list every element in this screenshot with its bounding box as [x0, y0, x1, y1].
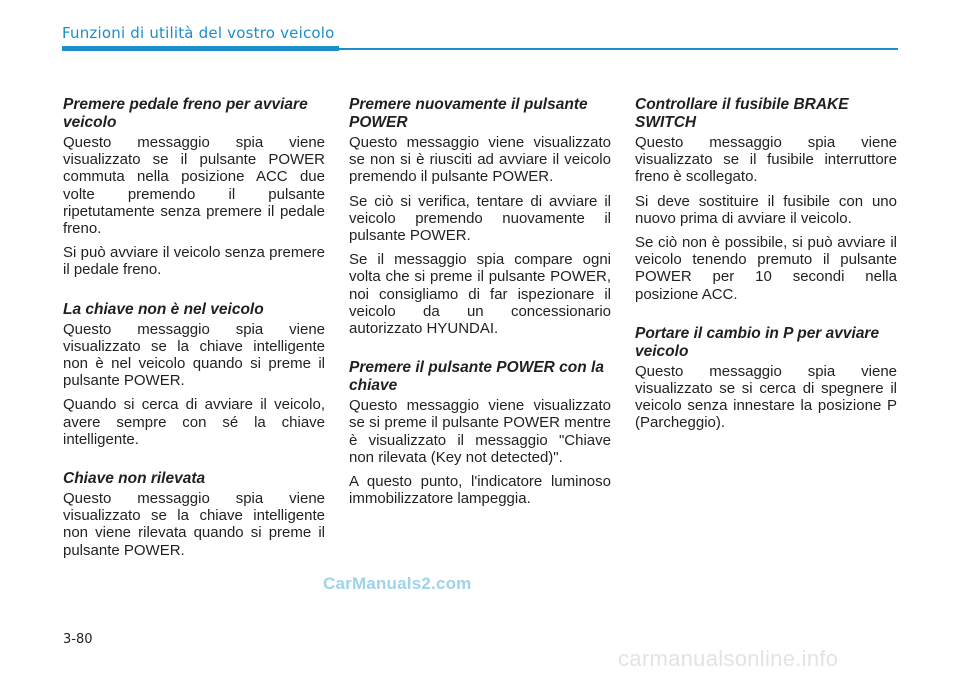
paragraph: Questo messaggio spia viene visualizzato se la chiave intelligente non è nel veicolo quando si preme il pulsante POWER. — [63, 320, 325, 390]
footer-watermark: carmanualsonline.info — [618, 646, 839, 671]
section-heading: Premere nuovamente il pulsante POWER — [349, 96, 588, 131]
paragraph: Si può avviare il veicolo senza premere il pedale freno. — [63, 244, 325, 279]
paragraph: Se ciò non è possibile, si può avviare il veicolo tenendo premuto il pulsante POWER per 10 secondi nella posizione ACC. — [635, 234, 897, 303]
paragraph: Se il messaggio spia compare ogni volta che si preme il pulsante POWER, noi consigliamo di far ispezionare il veicolo da un concessionario autorizzato HYUNDAI. — [349, 251, 611, 338]
paragraph: Si deve sostituire il fusibile con uno nuovo prima di avviare il veicolo. — [635, 192, 897, 227]
section-heading: Premere pedale freno per avviare veicolo — [63, 96, 308, 131]
page-number: 3-80 — [63, 632, 93, 647]
paragraph: Quando si cerca di avviare il veicolo, avere sempre con sé la chiave intelligente. — [63, 396, 325, 448]
column-2 — [349, 96, 611, 529]
section-heading: Controllare il fusibile BRAKE SWITCH — [635, 96, 849, 131]
paragraph: Questo messaggio spia viene visualizzato se il fusibile interruttore freno è scollegato. — [635, 134, 897, 186]
section — [349, 96, 611, 337]
section-heading: La chiave non è nel veicolo — [63, 300, 264, 318]
header-rule-thin — [339, 48, 898, 50]
section-heading: Portare il cambio in P per avviare veicolo — [635, 324, 880, 360]
section-heading: Premere il pulsante POWER con la chiave — [349, 359, 604, 395]
watermark-link[interactable]: CarManuals2.com — [323, 574, 472, 593]
paragraph: Questo messaggio spia viene visualizzato se il pulsante POWER commuta nella posizione ACC due volte premendo il pulsante ripetutamente senza premere il pedale freno. — [63, 134, 325, 238]
section — [349, 359, 611, 507]
paragraph: Questo messaggio spia viene visualizzato se si cerca di spegnere il veicolo senza innestare la posizione P (Parcheggio). — [635, 362, 897, 432]
section-header: Funzioni di utilità del vostro veicolo — [62, 24, 335, 42]
section-heading: Chiave non rilevata — [63, 470, 206, 488]
paragraph: Se ciò si verifica, tentare di avviare il veicolo premendo nuovamente il pulsante POWER. — [349, 192, 611, 245]
column-3 — [635, 96, 897, 454]
section — [63, 470, 325, 559]
column-1 — [63, 96, 325, 581]
section — [63, 301, 325, 448]
section — [63, 96, 325, 279]
paragraph: A questo punto, l'indicatore luminoso immobilizzatore lampeggia. — [349, 473, 611, 508]
header-rule-thick — [62, 46, 339, 51]
section — [635, 96, 897, 303]
paragraph: Questo messaggio spia viene visualizzato se la chiave intelligente non viene rilevata quando si preme il pulsante POWER. — [63, 490, 325, 559]
paragraph: Questo messaggio viene visualizzato se non si è riusciti ad avviare il veicolo premendo il pulsante POWER. — [349, 134, 611, 186]
section — [635, 325, 897, 432]
paragraph: Questo messaggio viene visualizzato se si preme il pulsante POWER mentre è visualizzato il messaggio "Chiave non rilevata (Key not detected)". — [349, 397, 611, 466]
